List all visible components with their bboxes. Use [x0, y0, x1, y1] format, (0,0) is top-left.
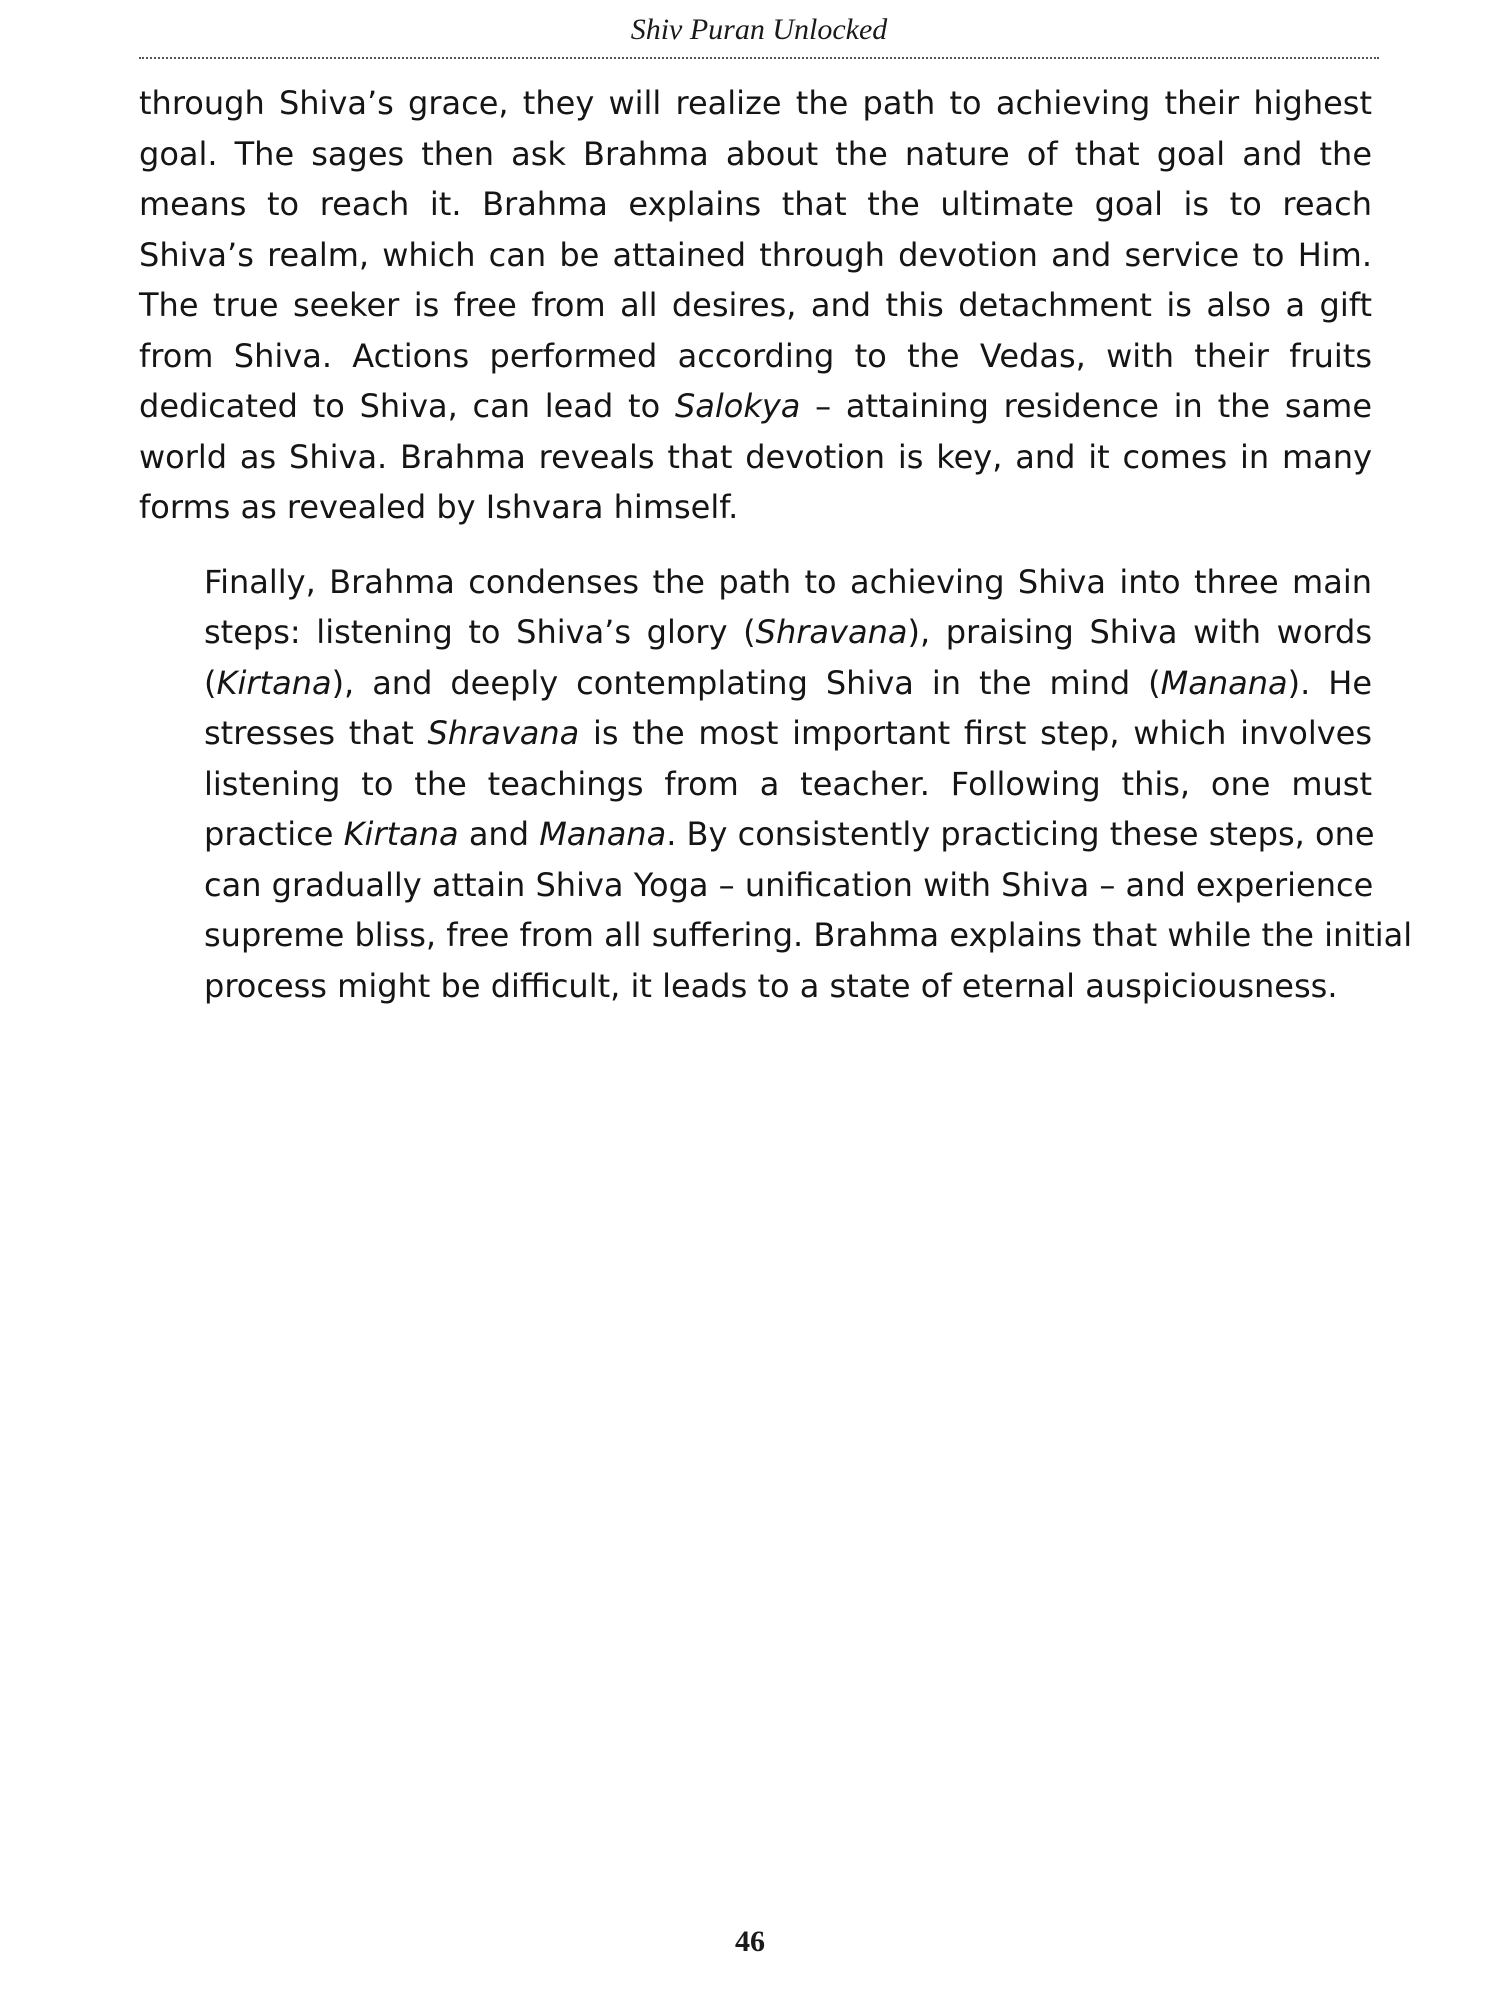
text-run: listening to the teachings from a teacher. Following this, one must	[204, 764, 1372, 803]
text-run: ), and deeply contemplating Shiva in the mind (	[331, 663, 1161, 702]
text-run: world as Shiva. Brahma reveals that devotion is key, and it comes in many	[139, 437, 1372, 476]
text-line	[139, 557, 1372, 608]
text-run: Shiva’s realm, which can be attained through devotion and service to Him.	[139, 235, 1372, 274]
italic-term: Kirtana	[216, 663, 332, 702]
text-run: through Shiva’s grace, they will realize the path to achieving their highest	[139, 84, 1372, 122]
text-line	[139, 179, 1372, 230]
paragraph	[139, 557, 1413, 1012]
text-line	[139, 280, 1372, 331]
text-run: practice	[204, 815, 344, 853]
text-line	[139, 381, 1372, 432]
text-run: supreme bliss, free from all suffering. Brahma explains that while the initial	[204, 916, 1413, 954]
text-run: stresses that	[204, 714, 428, 752]
text-run: and	[458, 815, 540, 853]
text-line	[139, 432, 1372, 483]
text-run: The true seeker is free from all desires, and this detachment is also a gift	[139, 286, 1372, 324]
running-header-title: Shiv Puran Unlocked	[630, 13, 888, 46]
text-line	[139, 607, 1372, 658]
text-run: can gradually attain Shiva Yoga – unification with Shiva – and experience	[204, 865, 1374, 904]
italic-term: Salokya	[674, 387, 801, 425]
header-dotted-rule	[139, 57, 1379, 59]
text-line	[139, 809, 1375, 860]
text-run: is the most important first step, which involves	[579, 714, 1373, 752]
text-line	[139, 860, 1372, 911]
text-run: goal. The sages then ask Brahma about the nature of that goal and the	[139, 134, 1372, 173]
text-line	[139, 759, 1372, 810]
text-line	[139, 910, 1413, 961]
text-run: forms as revealed by Ishvara himself.	[139, 488, 739, 526]
body-text	[139, 78, 1413, 1011]
italic-term: Manana	[539, 815, 667, 853]
text-run: ), praising Shiva with words	[907, 613, 1373, 651]
italic-term: Kirtana	[343, 815, 459, 853]
text-run: from Shiva. Actions performed according to the Vedas, with their fruits	[139, 336, 1372, 375]
text-run: . By consistently practicing these steps, one	[666, 815, 1375, 853]
text-run: means to reach it. Brahma explains that the ultimate goal is to reach	[139, 185, 1372, 223]
text-run: process might be difficult, it leads to a state of eternal auspiciousness.	[204, 966, 1338, 1005]
text-line	[139, 129, 1372, 180]
text-line	[139, 708, 1372, 759]
page-number: 46	[735, 1925, 765, 1958]
italic-term: Shravana	[427, 714, 580, 752]
italic-term: Manana	[1160, 663, 1288, 702]
text-run: steps: listening to Shiva’s glory (	[204, 613, 756, 651]
text-line	[139, 230, 1372, 281]
text-run: ). He	[1287, 663, 1373, 702]
text-line	[139, 78, 1372, 129]
text-run: Finally, Brahma condenses the path to achieving Shiva into three main	[204, 562, 1372, 601]
text-line	[139, 331, 1372, 382]
text-line	[139, 961, 1372, 1012]
text-run: (	[204, 663, 217, 702]
text-line	[139, 482, 1372, 533]
paragraph	[139, 78, 1372, 533]
italic-term: Shravana	[755, 613, 908, 651]
text-run: – attaining residence in the same	[800, 387, 1373, 425]
text-line	[139, 658, 1372, 709]
text-run: dedicated to Shiva, can lead to	[139, 387, 675, 425]
